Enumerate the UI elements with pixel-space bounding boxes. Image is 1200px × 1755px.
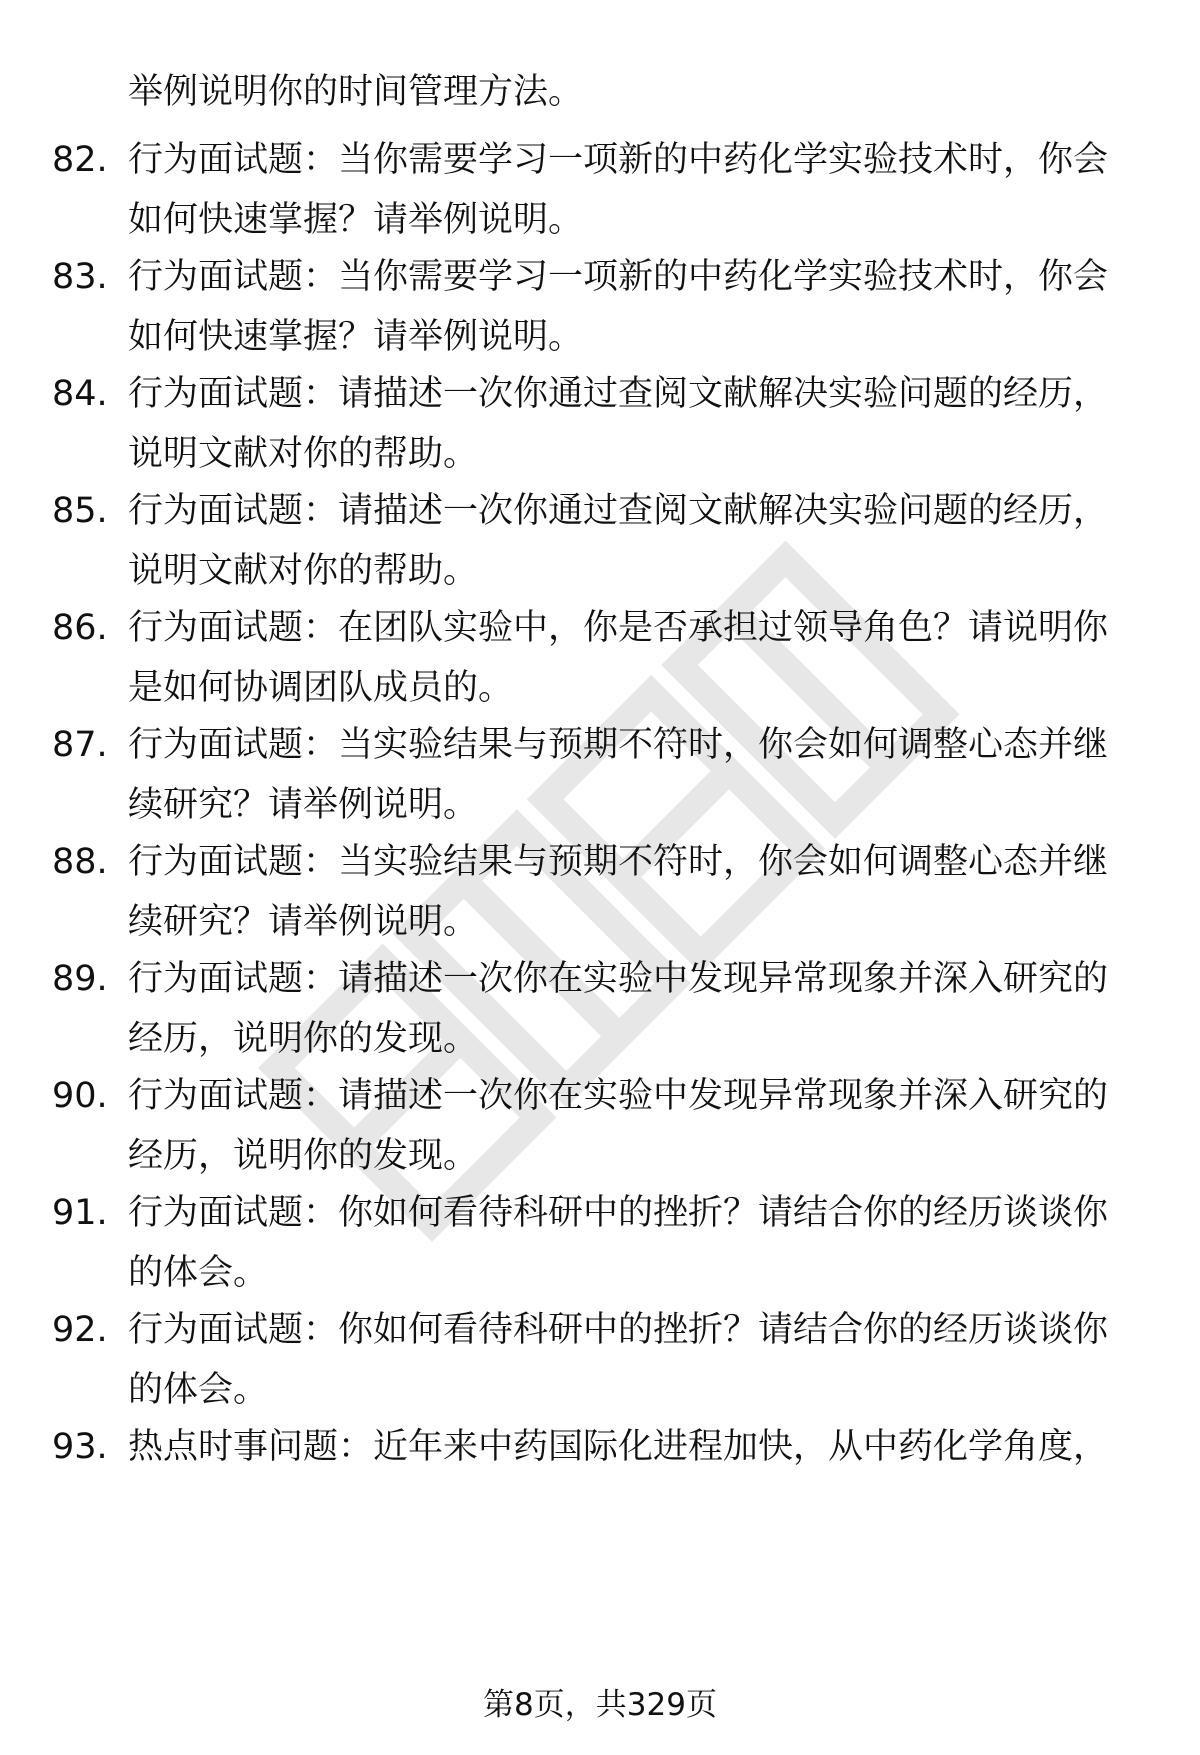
- question-number: 93.: [52, 1427, 108, 1467]
- question-text-line: 续研究？请举例说明。: [128, 902, 479, 942]
- question-number: 89.: [52, 959, 108, 999]
- question-text: [128, 364, 1148, 484]
- question-text-line: 行为面试题：在团队实验中，你是否承担过领导角色？请说明你: [128, 608, 1109, 648]
- question-text: [128, 832, 1148, 952]
- question-text: [128, 1183, 1148, 1303]
- question-text: [128, 130, 1148, 250]
- question-text: [128, 1417, 1148, 1477]
- question-text-line: 行为面试题：请描述一次你在实验中发现异常现象并深入研究的: [128, 959, 1109, 999]
- question-text-line: 行为面试题：请描述一次你通过查阅文献解决实验问题的经历，: [128, 491, 1109, 531]
- question-text-line: 续研究？请举例说明。: [128, 785, 479, 825]
- continued-text: 举例说明你的时间管理方法。: [128, 72, 584, 112]
- question-text: [128, 481, 1148, 601]
- question-text-line: 行为面试题：你如何看待科研中的挫折？请结合你的经历谈谈你: [128, 1310, 1109, 1350]
- question-text-line: 说明文献对你的帮助。: [128, 551, 479, 591]
- question-text: [128, 949, 1148, 1069]
- question-number: 82.: [52, 140, 108, 180]
- question-text-line: 经历，说明你的发现。: [128, 1136, 479, 1176]
- question-text-line: 是如何协调团队成员的。: [128, 668, 514, 708]
- question-text-line: 如何快速掌握？请举例说明。: [128, 317, 584, 357]
- page-footer: 第8页，共329页: [483, 1687, 717, 1723]
- question-text-line: 的体会。: [128, 1370, 269, 1410]
- question-number: 90.: [52, 1076, 108, 1116]
- question-text: [128, 598, 1148, 718]
- question-text-line: 行为面试题：请描述一次你在实验中发现异常现象并深入研究的: [128, 1076, 1109, 1116]
- question-text: [128, 1066, 1148, 1186]
- question-text-line: 的体会。: [128, 1253, 269, 1293]
- question-number: 85.: [52, 491, 108, 531]
- question-number: 88.: [52, 842, 108, 882]
- question-text: [128, 247, 1148, 367]
- question-text-line: 行为面试题：请描述一次你通过查阅文献解决实验问题的经历，: [128, 374, 1109, 414]
- question-text-line: 说明文献对你的帮助。: [128, 434, 479, 474]
- question-text: [128, 1300, 1148, 1420]
- question-number: 92.: [52, 1310, 108, 1350]
- question-number: 87.: [52, 725, 108, 765]
- question-text-line: 热点时事问题：近年来中药国际化进程加快，从中药化学角度，: [128, 1427, 1109, 1467]
- question-number: 83.: [52, 257, 108, 297]
- question-text-line: 行为面试题：你如何看待科研中的挫折？请结合你的经历谈谈你: [128, 1193, 1109, 1233]
- question-text-line: 行为面试题：当你需要学习一项新的中药化学实验技术时，你会: [128, 257, 1109, 297]
- question-text-line: 行为面试题：当你需要学习一项新的中药化学实验技术时，你会: [128, 140, 1109, 180]
- question-text: [128, 715, 1148, 835]
- question-text-line: 行为面试题：当实验结果与预期不符时，你会如何调整心态并继: [128, 725, 1109, 765]
- question-text-line: 经历，说明你的发现。: [128, 1019, 479, 1059]
- question-number: 86.: [52, 608, 108, 648]
- question-number: 84.: [52, 374, 108, 414]
- question-text-line: 行为面试题：当实验结果与预期不符时，你会如何调整心态并继: [128, 842, 1109, 882]
- question-text-line: 如何快速掌握？请举例说明。: [128, 200, 584, 240]
- question-number: 91.: [52, 1193, 108, 1233]
